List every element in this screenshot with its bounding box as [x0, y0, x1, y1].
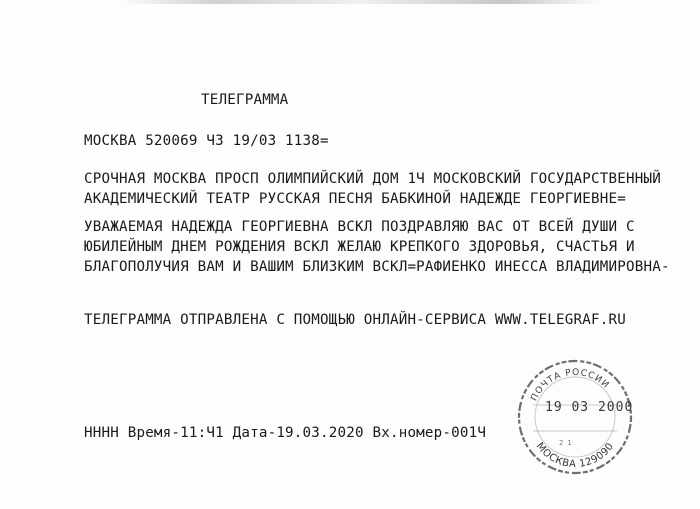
- scan-artifact: [120, 0, 600, 4]
- address-line: АКАДЕМИЧЕСКИЙ ТЕАТР РУССКАЯ ПЕСНЯ БАБКИНОЙ НАДЕЖДЕ ГЕОРГИЕВНЕ=: [84, 191, 626, 207]
- message-line: ЮБИЛЕЙНЫМ ДНЕМ РОЖДЕНИЯ ВСКЛ ЖЕЛАЮ КРЕПКОГО ЗДОРОВЬЯ, СЧАСТЬЯ И: [84, 239, 635, 255]
- stamp-top-text: ПОЧТА РОССИИ: [529, 367, 612, 403]
- stamp-bottom-text: МОСКВА 129090: [533, 440, 617, 471]
- address-line: СРОЧНАЯ МОСКВА ПРОСП ОЛИМПИЙСКИЙ ДОМ 1Ч МОСКОВСКИЙ ГОСУДАРСТВЕННЫЙ: [84, 171, 661, 187]
- delivery-meta: НННН Время-11:Ч1 Дата-19.03.2020 Вх.номер-001Ч: [84, 425, 487, 441]
- postmark-icon: [515, 357, 635, 477]
- service-footer: ТЕЛЕГРАММА ОТПРАВЛЕНА С ПОМОЩЬЮ ОНЛАЙН-СЕРВИСА WWW.TELEGRAF.RU: [84, 312, 626, 328]
- message-line: БЛАГОПОЛУЧИЯ ВАМ И ВАШИМ БЛИЗКИМ ВСКЛ=РАФИЕНКО ИНЕССА ВЛАДИМИРОВНА-: [84, 259, 670, 275]
- svg-text:2 1: 2 1: [559, 439, 572, 447]
- postmark-stamp: [515, 357, 635, 477]
- telegram-header: МОСКВА 520069 Ч3 19/03 1138=: [84, 133, 329, 149]
- message-line: УВАЖАЕМАЯ НАДЕЖДА ГЕОРГИЕВНА ВСКЛ ПОЗДРАВЛЯЮ ВАС ОТ ВСЕЙ ДУШИ С: [84, 219, 635, 235]
- telegram-title: ТЕЛЕГРАММА: [201, 92, 289, 108]
- stamp-date: 19 03 2000: [545, 400, 634, 415]
